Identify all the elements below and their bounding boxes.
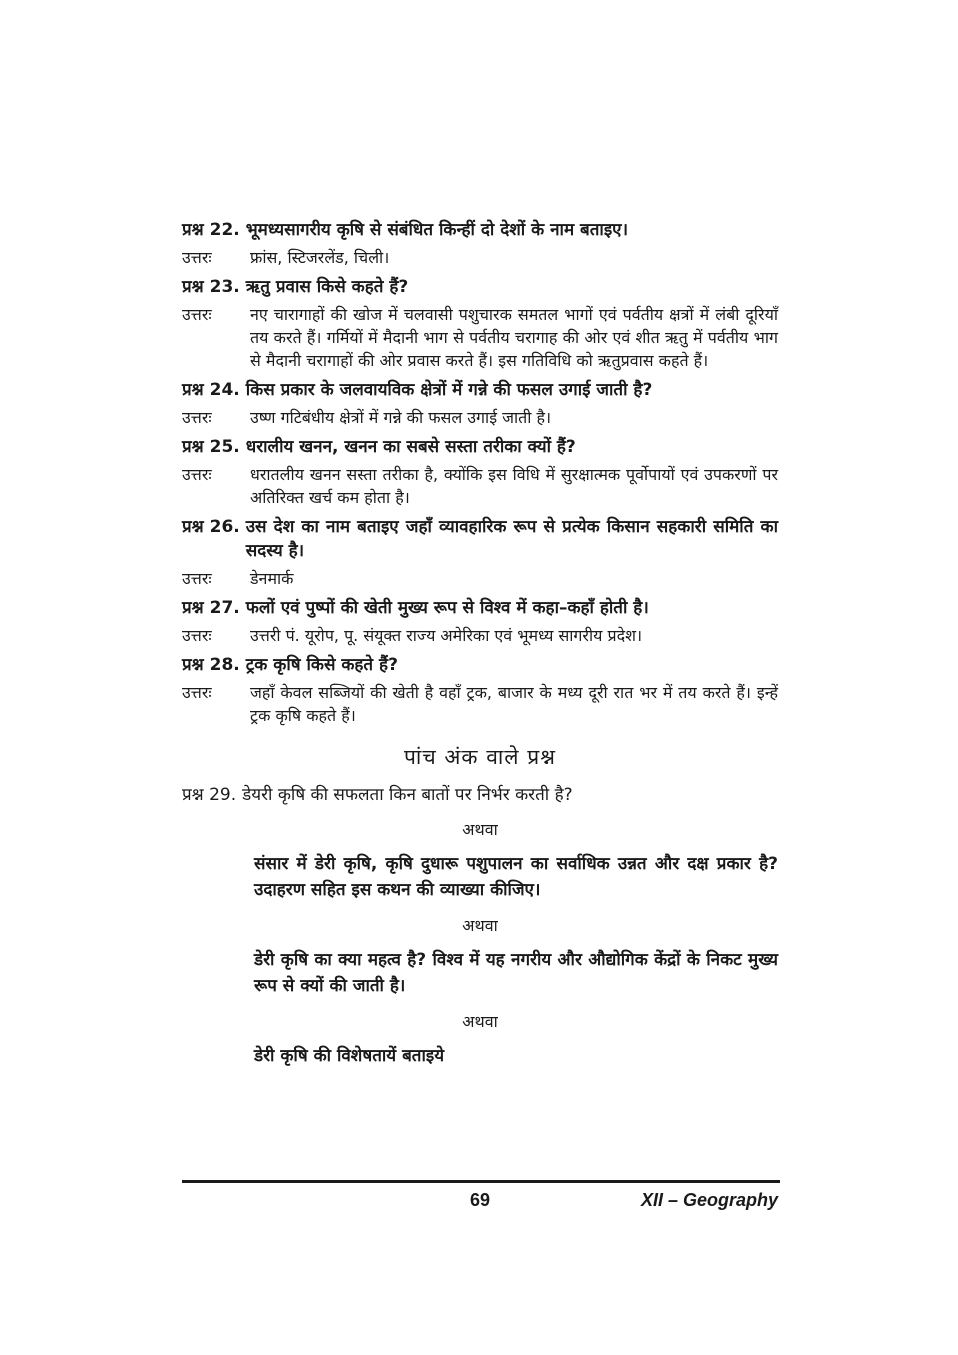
question-label: प्रश्न 25.	[182, 437, 240, 457]
question-label: प्रश्न 24.	[182, 380, 240, 400]
question-text: भूमध्यसागरीय कृषि से संबंधित किन्हीं दो देशों के नाम बताइए।	[245, 220, 629, 240]
question-25	[182, 435, 778, 459]
answer-text: डेनमार्क	[250, 569, 294, 588]
or-divider: अथवा	[462, 916, 498, 935]
answer-label: उत्तरः	[182, 683, 212, 702]
question-text: फलों एवं पुष्पों की खेती मुख्य रूप से विश्व में कहा–कहाँ होती है।	[245, 598, 649, 618]
footer-subject: XII – Geography	[640, 1190, 778, 1210]
question-23	[182, 275, 778, 299]
or-divider: अथवा	[462, 1012, 498, 1031]
answer-label: उत्तरः	[182, 465, 212, 484]
answer-24	[182, 406, 778, 429]
question-27	[182, 596, 778, 620]
question-label: प्रश्न 29.	[182, 785, 237, 805]
question-label: प्रश्न 22.	[182, 220, 240, 240]
answer-27	[182, 624, 778, 647]
question-label: प्रश्न 27.	[182, 598, 240, 618]
answer-label: उत्तरः	[182, 626, 212, 645]
answer-label: उत्तरः	[182, 305, 212, 324]
question-text: ट्रक कृषि किसे कहते हैं?	[245, 655, 398, 675]
answer-28	[182, 681, 778, 727]
answer-text: फ्रांस, स्टिजरलेंड, चिली।	[250, 248, 390, 267]
question-26	[182, 515, 778, 563]
question-label: प्रश्न 28.	[182, 655, 240, 675]
answer-text: उष्ण गटिबंधीय क्षेत्रों में गन्ने की फसल उगाई जाती है।	[250, 408, 552, 427]
question-24	[182, 378, 778, 402]
question-29	[182, 783, 778, 807]
section-title: पांच अंक वाले प्रश्न	[403, 745, 557, 769]
answer-label: उत्तरः	[182, 248, 212, 267]
question-text: डेयरी कृषि की सफलता किन बातों पर निर्भर करती है?	[242, 785, 573, 805]
alternative-question-2: डेरी कृषि का क्या महत्व है? विश्व में यह नगरीय और औद्योगिक केंद्रों के निकट मुख्य रूप से क्यों की जाती है।	[254, 950, 778, 996]
answer-22	[182, 246, 778, 269]
answer-text: धरातलीय खनन सस्ता तरीका है, क्योंकि इस विधि में सुरक्षात्मक पूर्वोपायों एवं उपकरणों पर अतिरिक्त खर्च कम होता है।	[250, 465, 778, 507]
answer-25	[182, 463, 778, 509]
question-label: प्रश्न 26.	[182, 517, 240, 537]
answer-label: उत्तरः	[182, 408, 212, 427]
question-28	[182, 653, 778, 677]
question-text: किस प्रकार के जलवायविक क्षेत्रों में गन्ने की फसल उगाई जाती है?	[245, 380, 653, 400]
answer-text: जहाँ केवल सब्जियों की खेती है वहाँ ट्रक, बाजार के मध्य दूरी रात भर में तय करते हैं। इन्हें ट्रक कृषि कहते हैं।	[250, 683, 778, 725]
answer-text: नए चारागाहों की खोज में चलवासी पशुचारक समतल भागों एवं पर्वतीय क्षत्रों में लंबी दूरियाँ तय करते हैं। गर्मियों में मैदानी भाग से पर्वतीय चरागाह की ओर एवं शीत ऋतु में पर्वतीय भाग से मैदानी चरागाहों की ओर प्रवास करते हैं। इस गतिविधि को ऋतुप्रवास कहते हैं।	[250, 305, 778, 370]
answer-label: उत्तरः	[182, 569, 212, 588]
question-label: प्रश्न 23.	[182, 277, 240, 297]
answer-text: उत्तरी पं. यूरोप, पू. संयूक्त राज्य अमेरिका एवं भूमध्य सागरीय प्रदेश।	[250, 626, 643, 645]
page-content	[182, 212, 778, 1069]
footer-divider	[182, 1180, 780, 1183]
question-22	[182, 218, 778, 242]
answer-26	[182, 567, 778, 590]
alternative-question-1: संसार में डेरी कृषि, कृषि दुधारू पशुपालन का सर्वाधिक उन्नत और दक्ष प्रकार है? उदाहरण सहित इस कथन की व्याख्या कीजिए।	[254, 854, 778, 900]
page-number: 69	[469, 1190, 491, 1210]
answer-23	[182, 303, 778, 372]
question-text: ऋतु प्रवास किसे कहते हैं?	[245, 277, 409, 297]
question-text: धरालीय खनन, खनन का सबसे सस्ता तरीका क्यों हैं?	[245, 437, 576, 457]
or-divider: अथवा	[462, 820, 498, 839]
question-text: उस देश का नाम बताइए जहाँ व्यावहारिक रूप से प्रत्येक किसान सहकारी समिति का सदस्य है।	[245, 517, 778, 561]
alternative-question-3: डेरी कृषि की विशेषतायें बताइये	[254, 1046, 445, 1066]
